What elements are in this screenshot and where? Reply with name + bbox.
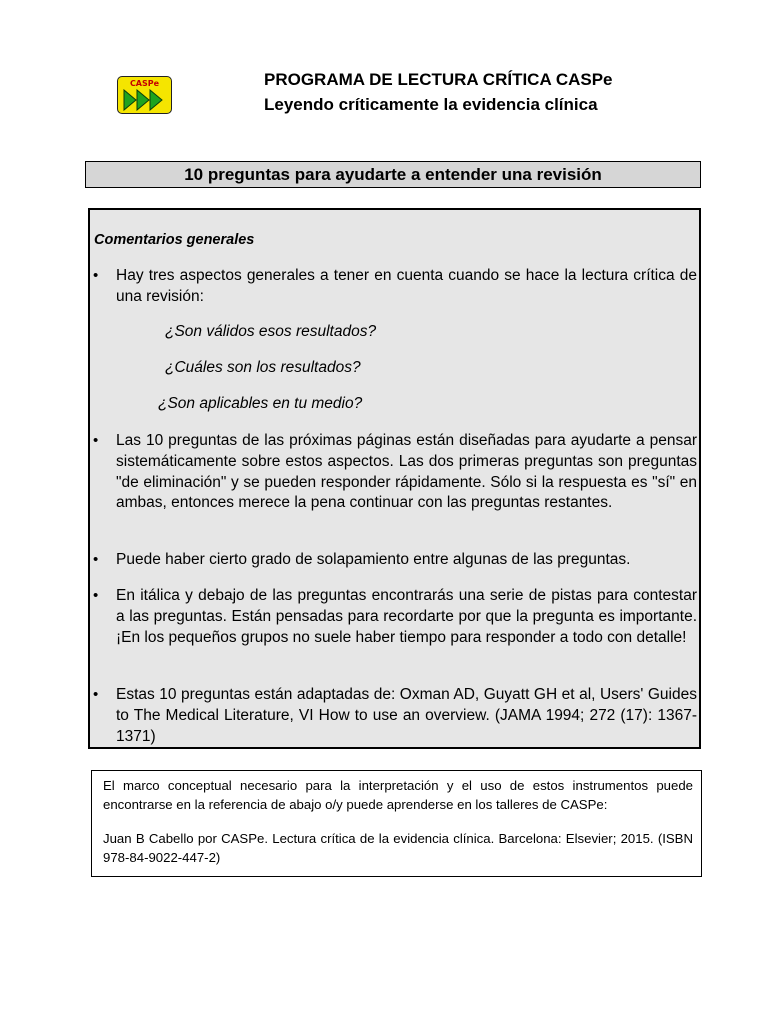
general-comments-box xyxy=(88,208,701,749)
bullet-item: • Puede haber cierto grado de solapamiento entre algunas de las preguntas. xyxy=(116,550,697,571)
triple-arrow-icon xyxy=(123,89,167,111)
reference-intro: El marco conceptual necesario para la interpretación y el uso de estos instrumentos puede encontrarse en la referencia de abajo o/y puede aprenderse en los talleres de CASPe: xyxy=(103,778,693,812)
bullet-item: • Hay tres aspectos generales a tener en cuenta cuando se hace la lectura crítica de una revisión: xyxy=(116,266,697,308)
program-subtitle: Leyendo críticamente la evidencia clínica xyxy=(264,95,598,114)
section-title: 10 preguntas para ayudarte a entender una revisión xyxy=(85,161,701,188)
program-title: PROGRAMA DE LECTURA CRÍTICA CASPe xyxy=(264,70,613,89)
bullet-item: • Estas 10 preguntas están adaptadas de: Oxman AD, Guyatt GH et al, Users' Guides to The Medical Literature, VI How to use an overview. (JAMA 1994; 272 (17): 1367-1371) xyxy=(116,685,697,747)
question-applicability: ¿Son aplicables en tu medio? xyxy=(158,395,363,412)
question-validity: ¿Son válidos esos resultados? xyxy=(165,323,377,340)
bullet-item: • Las 10 preguntas de las próximas páginas están diseñadas para ayudarte a pensar sistemáticamente sobre estos aspectos. Las dos primeras preguntas son preguntas "de eliminación" y se pueden responder rápidamente. Sólo si la respuesta es "sí" en ambas, entonces merece la pena continuar con las preguntas restantes. xyxy=(116,431,697,514)
caspe-logo xyxy=(117,76,172,114)
reference-box xyxy=(91,770,702,877)
bullet-item: • En itálica y debajo de las preguntas encontrarás una serie de pistas para contestar a las preguntas. Están pensadas para recordarte por que la pregunta es importante. ¡En los pequeños grupos no suele haber tiempo para responder a todo con detalle! xyxy=(116,586,697,648)
comments-heading: Comentarios generales xyxy=(94,232,255,248)
reference-citation: Juan B Cabello por CASPe. Lectura crítica de la evidencia clínica. Barcelona: Elsevier; 2015. (ISBN 978-84-9022-447-2) xyxy=(103,831,693,865)
logo-text: CASPe xyxy=(129,79,160,88)
question-results: ¿Cuáles son los resultados? xyxy=(165,359,361,376)
